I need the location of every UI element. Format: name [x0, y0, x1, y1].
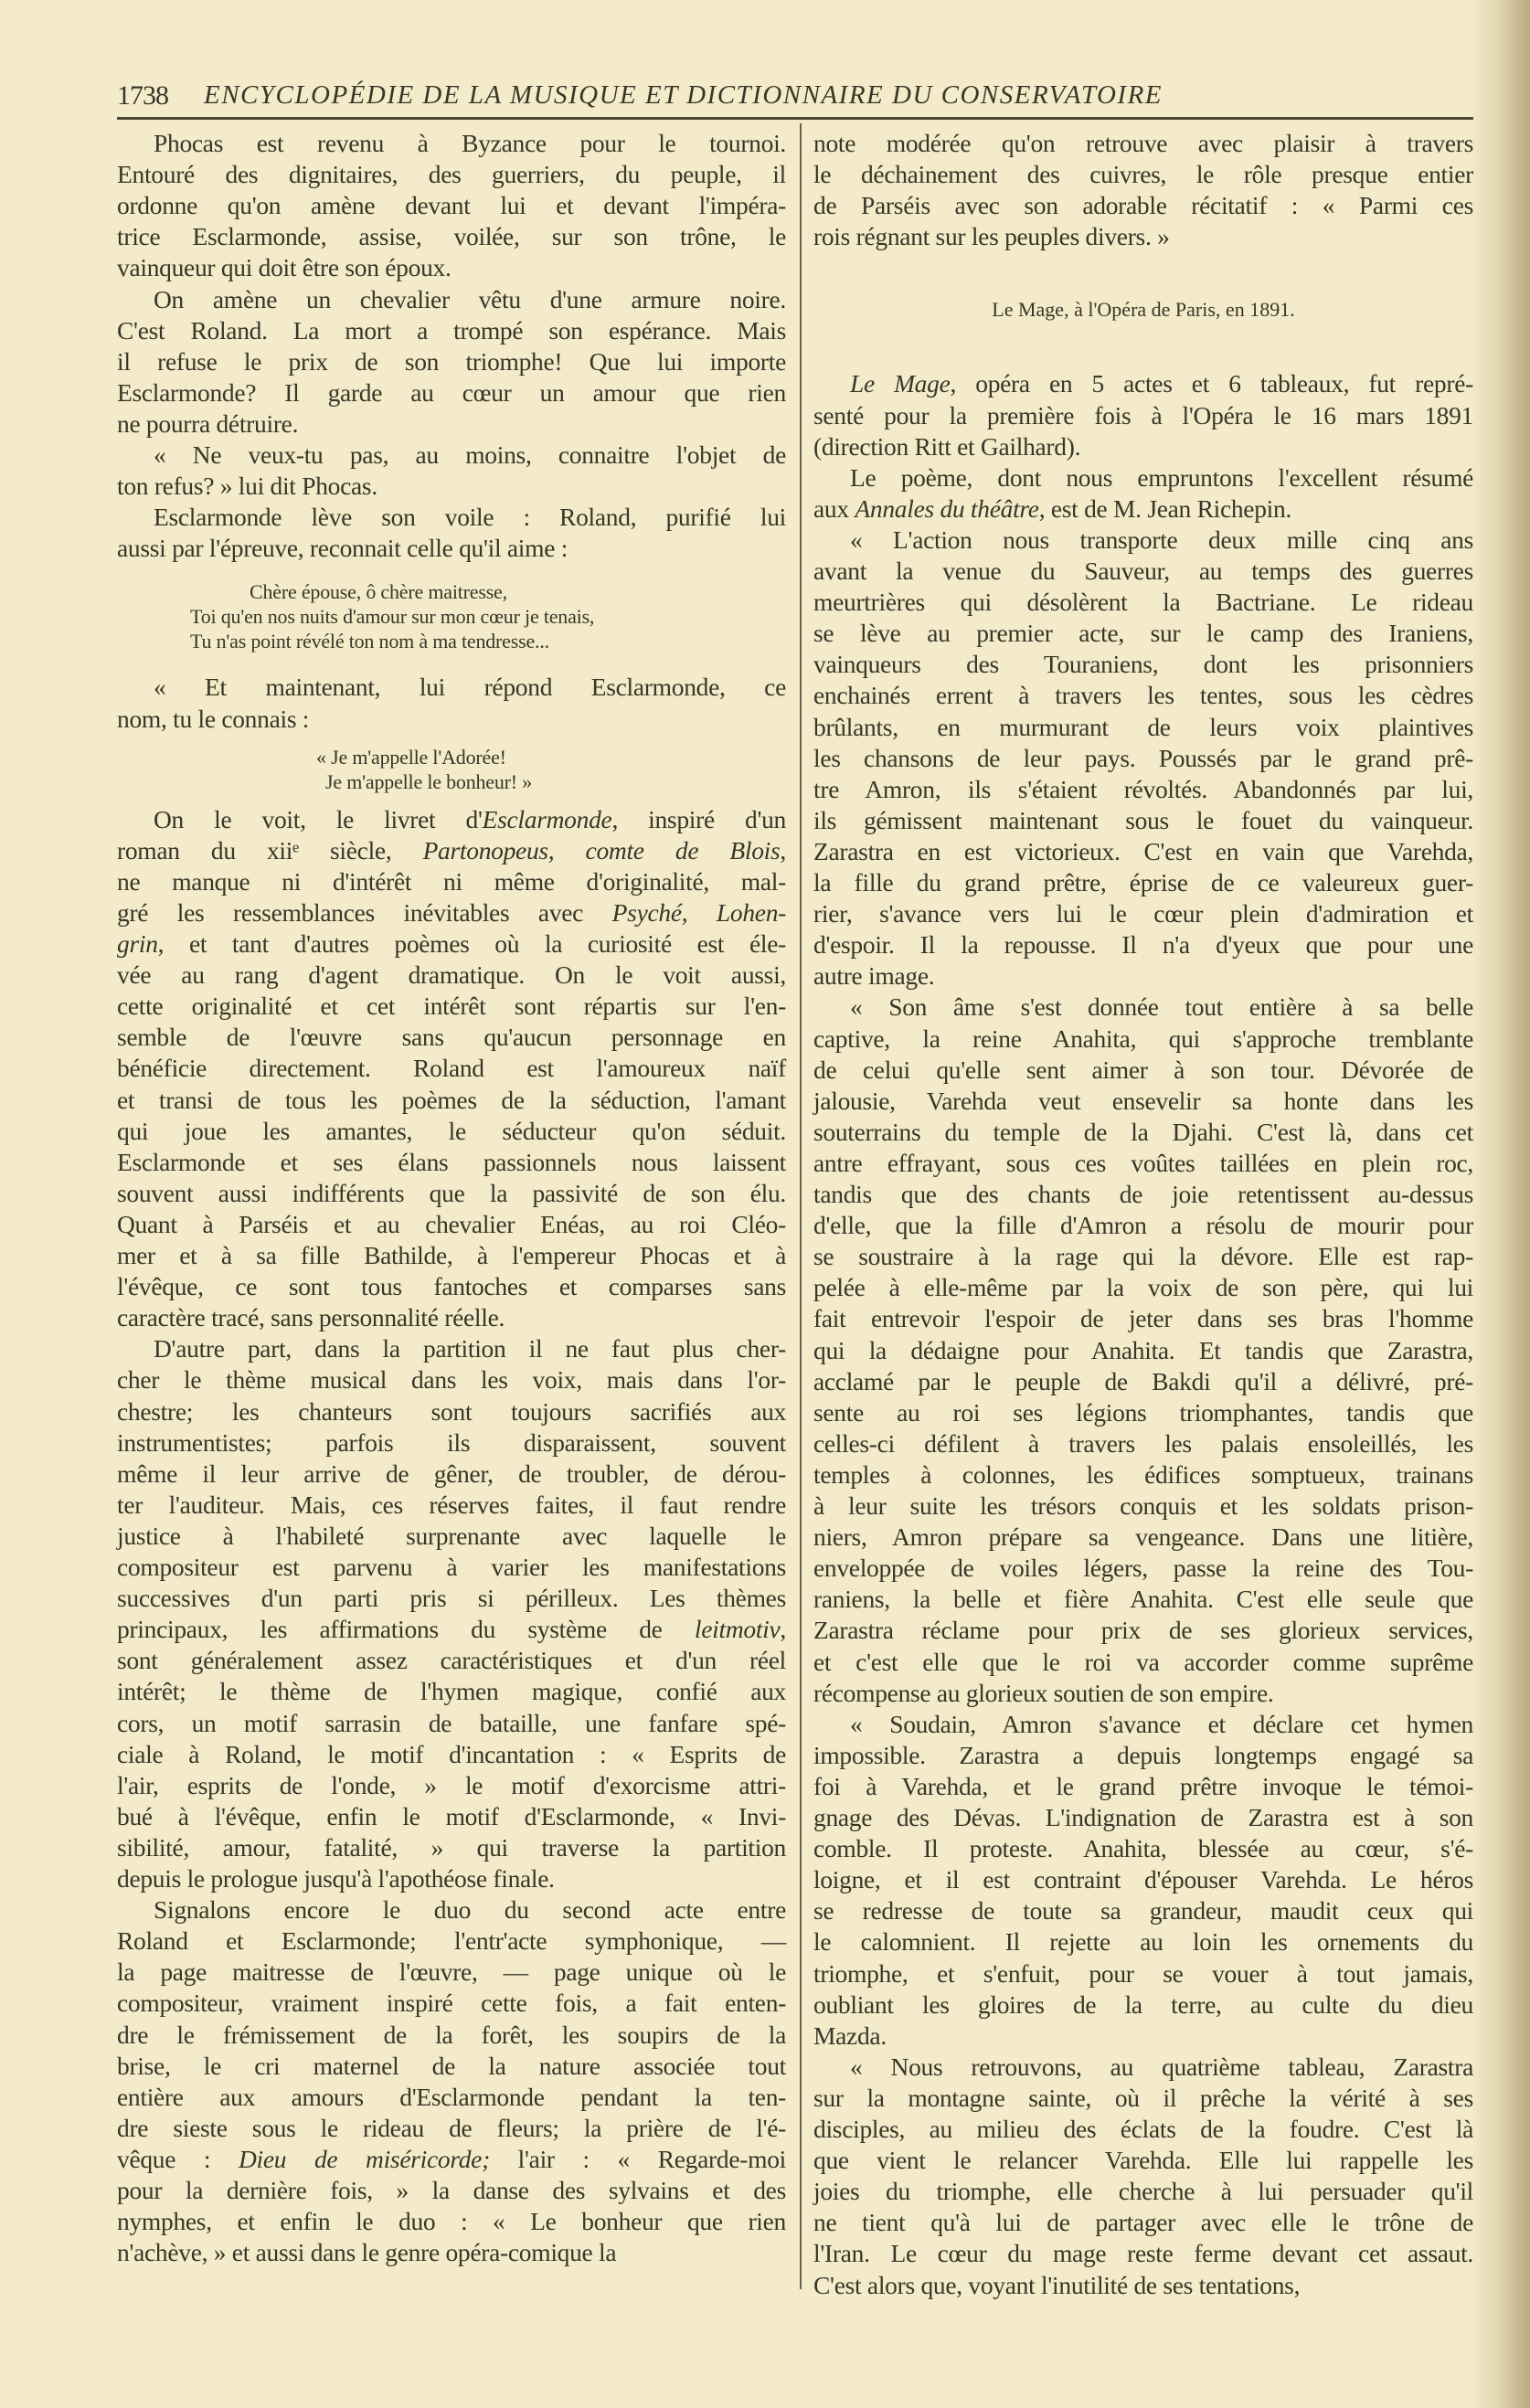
text-line — [813, 1771, 1473, 1802]
text-run: pelée à elle-même par la voix de son père, qui lui — [813, 1273, 1473, 1302]
text-line — [813, 1895, 1473, 1926]
text-line — [117, 1209, 786, 1240]
text-run: « Soudain, Amron s'avance et déclare cet hymen — [850, 1709, 1473, 1738]
text-run: justice à l'habileté surprenante avec laquelle le — [117, 1521, 786, 1550]
text-run: la page maitresse de l'œuvre, — page unique où le — [117, 1957, 786, 1987]
text-line — [813, 2270, 1473, 2301]
text-run: comble. Il proteste. Anahita, blessée au cœur, s'é- — [813, 1834, 1473, 1863]
text-line — [117, 1333, 786, 1364]
text-run: raniens, la belle et fière Anahita. C'est elle seule que — [813, 1585, 1473, 1614]
text-line — [813, 1335, 1473, 1366]
text-line — [117, 1552, 786, 1583]
text-run: , et tant d'autres poèmes où la curiosité est éle- — [157, 929, 786, 958]
text-run: enveloppée de voiles légers, passe la reine des Tou- — [813, 1554, 1473, 1583]
text-run: meurtrières qui désolèrent la Bactriane. Le rideau — [813, 588, 1473, 617]
text-line: rois régnant sur les peuples divers. » — [813, 222, 1170, 251]
text-run: qui la dédaigne pour Anahita. Et tandis que Zarastra, — [813, 1335, 1473, 1364]
text-run: tre Amron, ils s'étaient révoltés. Abandonnés par lui, — [813, 774, 1473, 803]
italic-title: Dieu de miséricorde; — [238, 2144, 490, 2173]
italic-title: grin — [117, 929, 158, 958]
italic-title: Partonopeus, comte de Blois — [422, 835, 781, 865]
text-line — [813, 1926, 1473, 1957]
text-line — [813, 898, 1473, 929]
text-line — [117, 1801, 786, 1832]
text-line — [813, 649, 1473, 680]
text-line — [117, 1583, 786, 1614]
text-run: l'évêque, ce sont tous fantoches et comparses sans — [117, 1272, 786, 1301]
text-run: sente au roi ses légions triomphantes, tandis que — [813, 1397, 1473, 1427]
verse-line: « Je m'appelle l'Adorée! — [316, 745, 506, 769]
text-run: de celui qu'elle sent aimer à son tour. Dévorée de — [813, 1055, 1473, 1084]
text-line: ton refus? » lui dit Phocas. — [117, 472, 377, 501]
text-run: Zarastra réclame pour prix de ses glorieux services, — [813, 1616, 1473, 1645]
text-run: avant la venue du Sauveur, au temps des guerres — [813, 557, 1473, 585]
text-run: chestre; les chanteurs sont toujours sacrifiés aux — [117, 1396, 786, 1426]
text-line — [813, 2052, 1473, 2083]
text-run: cors, un motif sarrasin de bataille, une fanfare spé- — [117, 1708, 786, 1737]
text-line — [117, 1116, 786, 1147]
text-line — [117, 1459, 786, 1490]
text-run: intérêt; le thème de l'hymen magique, confié aux — [117, 1677, 786, 1706]
text-line: ordonne qu'on amène devant lui et devant l'impéra- — [117, 191, 786, 220]
text-line — [117, 866, 786, 897]
text-run: ciale à Roland, le motif d'incantation : « Esprits de — [117, 1739, 786, 1768]
text-line — [117, 1614, 786, 1645]
text-run: souterrains du temple de la Djahi. C'est là, dans cet — [813, 1117, 1473, 1146]
text-line — [813, 1303, 1473, 1334]
text-run: ter l'auditeur. Mais, ces réserves faites, il faut rendre — [117, 1490, 786, 1519]
text-line — [117, 1957, 786, 1988]
text-line — [813, 1615, 1473, 1646]
page-number: 1738 — [117, 80, 168, 111]
text-run: le calomnient. Il rejette au loin les ornements du — [813, 1927, 1473, 1957]
text-line — [813, 431, 1473, 462]
text-line — [813, 1086, 1473, 1117]
text-line — [117, 2237, 786, 2268]
text-line: Phocas est revenu à Byzance pour le tournoi. — [154, 129, 786, 157]
text-run: n'achève, » et aussi dans le genre opéra-comique la — [117, 2238, 617, 2267]
text-line: aussi par l'épreuve, reconnait celle qu'il aime : — [117, 534, 568, 563]
text-line — [117, 2051, 786, 2082]
text-line — [117, 2144, 786, 2175]
italic-title: Le Mage — [850, 369, 951, 398]
header-rule — [117, 117, 1473, 120]
text-line — [813, 587, 1473, 618]
text-run: principaux, les affirmations du système de — [117, 1615, 695, 1644]
text-run: antre effrayant, sous ces voûtes taillées en plein roc, — [813, 1148, 1473, 1177]
text-run: tandis que des chants de joie retentissent au-dessus — [813, 1180, 1473, 1208]
text-line — [117, 1396, 786, 1427]
text-line — [813, 1024, 1473, 1055]
text-line — [813, 2145, 1473, 2176]
text-run: temples à colonnes, les édifices somptueux, trainans — [813, 1459, 1473, 1489]
text-run: disciples, au milieu des éclats de la foudre. C'est là — [813, 2115, 1473, 2143]
text-line — [117, 2113, 786, 2144]
text-line — [117, 1925, 786, 1957]
text-line — [813, 1678, 1473, 1709]
text-line — [813, 836, 1473, 867]
text-run: impossible. Zarastra a depuis longtemps engagé sa — [813, 1740, 1473, 1769]
text-line — [813, 1989, 1473, 2021]
text-run: , est de M. Jean Richepin. — [1038, 493, 1292, 523]
text-line — [813, 1179, 1473, 1210]
text-line — [117, 1645, 786, 1676]
text-line — [117, 1863, 786, 1894]
text-run: l'air, esprits de l'onde, » le motif d'exorcisme attri- — [117, 1770, 786, 1799]
text-line — [117, 928, 786, 960]
verse-line: Tu n'as point révélé ton nom à ma tendresse... — [190, 630, 549, 653]
text-line — [117, 1521, 786, 1552]
text-run: d'espoir. Il la repousse. Il n'a d'yeux que pour une — [813, 930, 1473, 960]
text-line — [813, 1055, 1473, 1086]
text-run: ne manque ni d'intérêt ni même d'originalité, mal- — [117, 866, 786, 896]
text-line — [813, 525, 1473, 556]
text-line — [813, 2176, 1473, 2207]
text-line — [813, 1366, 1473, 1397]
text-line — [117, 1302, 786, 1333]
text-line: C'est Roland. La mort a trompé son espérance. Mais — [117, 315, 786, 345]
text-run: , — [780, 1615, 786, 1644]
text-run: souvent aussi indifférents que la passivité de son élu. — [117, 1178, 786, 1207]
text-run: jalousie, Varehda veut ensevelir sa honte dans les — [813, 1086, 1473, 1115]
text-run: sur la montagne sainte, où il prêche la vérité à ses — [813, 2083, 1473, 2112]
text-line — [813, 618, 1473, 649]
text-line — [813, 1522, 1473, 1553]
text-run: vée au rang d'agent dramatique. On le voit aussi, — [117, 960, 786, 990]
text-run: semble de l'œuvre sans qu'aucun personnage en — [117, 1023, 786, 1052]
text-run: oubliant les gloires de la terre, au culte du dieu — [813, 1989, 1473, 2019]
text-line — [813, 1647, 1473, 1678]
text-line — [117, 2082, 786, 2113]
text-run: se soustraire à la rage qui la dévore. Elle est rap- — [813, 1242, 1473, 1271]
text-line — [813, 556, 1473, 587]
italic-title: Annales du théâtre — [855, 493, 1039, 523]
text-run: autre image. — [813, 961, 935, 991]
text-run: , — [780, 835, 786, 865]
text-line — [117, 1770, 786, 1801]
text-line — [813, 2207, 1473, 2238]
text-run: fait entrevoir l'espoir de jeter dans ses bras l'homme — [813, 1304, 1473, 1333]
text-line — [813, 1740, 1473, 1771]
text-line — [117, 2175, 786, 2206]
running-header — [117, 80, 1474, 117]
text-line — [813, 400, 1473, 431]
text-line — [117, 1676, 786, 1707]
text-run: roman du xiiᵉ siècle, — [117, 835, 423, 865]
text-run: acclamé par le peuple de Bakdi qu'il a délivré, pré- — [813, 1366, 1473, 1395]
text-run: cette originalité et cet intérêt sont répartis sur l'en- — [117, 992, 786, 1021]
text-run: se lève au premier acte, sur le camp des Iraniens, — [813, 619, 1473, 648]
text-run: et transi de tous les poèmes de la séduction, l'amant — [117, 1085, 786, 1114]
text-run: caractère tracé, sans personnalité réelle. — [117, 1303, 505, 1332]
text-run: même il leur arrive de gêner, de troubler, de dérou- — [117, 1459, 786, 1488]
text-line — [117, 1085, 786, 1116]
text-line — [117, 1022, 786, 1053]
text-line — [813, 1117, 1473, 1148]
text-line — [813, 805, 1473, 836]
text-run: compositeur, vraiment inspiré cette fois, a fait enten- — [117, 1989, 786, 2018]
text-line — [117, 2206, 786, 2237]
text-run: « L'action nous transporte deux mille cinq ans — [850, 525, 1473, 554]
text-line: de Parséis avec son adorable récitatif : « Parmi ces — [813, 191, 1473, 220]
illustration-caption: Le Mage, à l'Opéra de Paris, en 1891. — [992, 298, 1295, 322]
text-run: qui joue les amantes, le séducteur qu'on séduit. — [117, 1116, 786, 1145]
text-line — [813, 493, 1473, 525]
text-line: « Et maintenant, lui répond Esclarmonde, ce — [154, 673, 786, 702]
text-line — [813, 2021, 1473, 2052]
text-run: vainqueurs des Touraniens, dont les prisonniers — [813, 650, 1473, 679]
text-line — [813, 2114, 1473, 2145]
text-run: captive, la reine Anahita, qui s'approche tremblante — [813, 1024, 1473, 1053]
text-run: joies du triomphe, elle cherche à lui persuader qu'il — [813, 2177, 1473, 2206]
text-run: la fille du grand prêtre, éprise de ce valeureux guer- — [813, 868, 1473, 896]
text-line — [813, 1958, 1473, 1989]
text-run: pour la dernière fois, » la danse des sylvains et des — [117, 2176, 786, 2204]
text-line — [813, 1459, 1473, 1490]
text-run: Signalons encore le duo du second acte entre — [154, 1895, 786, 1925]
text-run: bénéficie directement. Roland est l'amoureux naïf — [117, 1054, 786, 1083]
text-run: cher le thème musical dans les voix, mais dans l'or- — [117, 1365, 786, 1395]
text-line — [813, 2238, 1473, 2269]
text-run: compositeur est parvenu à varier les manifestations — [117, 1553, 786, 1581]
text-line: Entouré des dignitaires, des guerriers, du peuple, il — [117, 160, 786, 189]
text-line — [813, 462, 1473, 493]
text-line — [813, 1584, 1473, 1615]
text-line — [117, 991, 786, 1022]
text-line — [117, 1240, 786, 1271]
text-line — [117, 1053, 786, 1084]
text-line: On amène un chevalier vêtu d'une armure noire. — [154, 284, 786, 313]
text-line — [813, 1397, 1473, 1428]
text-run: depuis le prologue jusqu'à l'apothéose finale. — [117, 1864, 555, 1893]
text-run: sont généralement assez caractéristiques et d'un réel — [117, 1646, 786, 1675]
text-line — [813, 368, 1473, 399]
text-line — [117, 1988, 786, 2019]
text-run: vêque : — [117, 2144, 239, 2173]
text-run: nymphes, et enfin le duo : « Le bonheur que rien — [117, 2207, 786, 2236]
text-line — [813, 1553, 1473, 1584]
text-run: , opéra en 5 actes et 6 tableaux, fut repré- — [950, 369, 1474, 398]
text-run: se redresse de toute sa grandeur, maudit ceux qui — [813, 1896, 1473, 1925]
text-run: C'est alors que, voyant l'inutilité de ses tentations, — [813, 2270, 1301, 2299]
text-line — [813, 712, 1473, 743]
verse-line: Je m'appelle le bonheur! » — [325, 769, 533, 793]
text-line — [117, 1490, 786, 1521]
text-line — [117, 1178, 786, 1209]
italic-title: Psyché, Lohen- — [611, 897, 786, 927]
text-line — [813, 1210, 1473, 1241]
text-run: Zarastra en est victorieux. C'est en vain que Varehda, — [813, 836, 1473, 865]
text-run: mer et à sa fille Bathilde, à l'empereur Phocas et à — [117, 1241, 786, 1269]
text-run: « Son âme s'est donnée tout entière à sa belle — [850, 992, 1473, 1022]
text-run: (direction Ritt et Gailhard). — [813, 431, 1081, 461]
text-line — [117, 960, 786, 991]
verse-line: Toi qu'en nos nuits d'amour sur mon cœur je tenais, — [190, 605, 595, 629]
text-run: loigne, et il est contraint d'épouser Varehda. Le héros — [813, 1865, 1473, 1894]
text-run: d'elle, que la fille d'Amron a résolu de mourir pour — [813, 1211, 1473, 1240]
running-title: ENCYCLOPÉDIE DE LA MUSIQUE ET DICTIONNAIRE DU CONSERVATOIRE — [204, 80, 1163, 110]
text-line: nom, tu le connais : — [117, 704, 310, 733]
text-line — [117, 1364, 786, 1395]
text-line — [117, 897, 786, 928]
text-line: Esclarmonde? Il garde au cœur un amour que rien — [117, 377, 786, 407]
text-run: « Nous retrouvons, au quatrième tableau, Zarastra — [850, 2052, 1473, 2081]
text-run: Roland et Esclarmonde; l'entr'acte symphonique, — — [117, 1926, 786, 1956]
text-line — [813, 1272, 1473, 1303]
text-run: Quant à Parséis et au chevalier Enéas, au roi Cléo- — [117, 1209, 786, 1238]
italic-title: Esclarmonde — [482, 804, 612, 833]
text-run: brûlants, en murmurant de leurs voix plaintives — [813, 712, 1473, 741]
text-run: D'autre part, dans la partition il ne faut plus cher- — [154, 1334, 786, 1363]
text-run: niers, Amron prépare sa vengeance. Dans une litière, — [813, 1522, 1473, 1552]
column-divider — [800, 123, 802, 2289]
text-line — [813, 992, 1473, 1023]
text-run: On le voit, le livret d' — [154, 804, 483, 833]
text-run: gré les ressemblances inévitables avec — [117, 897, 612, 927]
text-run: l'air : « Regarde-moi — [489, 2144, 786, 2173]
text-line: note modérée qu'on retrouve avec plaisir à travers — [813, 129, 1473, 157]
text-run: à leur suite les trésors conquis et les soldats prison- — [813, 1491, 1473, 1520]
text-line: le déchainement des cuivres, le rôle presque entier — [813, 160, 1473, 189]
italic-title: leitmotiv — [694, 1615, 781, 1644]
text-run: dre sieste sous le rideau de fleurs; la prière de l'é- — [117, 2113, 786, 2142]
text-line: vainqueur qui doit être son époux. — [117, 253, 452, 282]
text-line — [813, 1802, 1473, 1833]
text-run: ne tient qu'à lui de partager avec elle le trône de — [813, 2208, 1473, 2237]
text-line — [117, 1832, 786, 1863]
text-run: entière aux amours d'Esclarmonde pendant la ten- — [117, 2082, 786, 2111]
text-line — [813, 1864, 1473, 1895]
text-line — [117, 1427, 786, 1459]
text-line — [813, 774, 1473, 805]
text-line — [813, 929, 1473, 960]
text-run: , inspiré d'un — [611, 804, 787, 833]
text-line — [117, 1147, 786, 1178]
text-run: enchainés errent à travers les tentes, sous les cèdres — [813, 681, 1473, 710]
text-run: Mazda. — [813, 2021, 887, 2050]
text-line — [117, 835, 786, 866]
text-run: Esclarmonde et ses élans passionnels nous laissent — [117, 1147, 786, 1176]
text-line — [813, 867, 1473, 898]
text-run: récompense au glorieux soutien de son empire. — [813, 1678, 1274, 1707]
text-run: et c'est elle que le roi va accorder comme suprême — [813, 1647, 1473, 1676]
text-run: triomphe, et s'enfuit, pour se vouer à tout jamais, — [813, 1958, 1473, 1988]
text-line: trice Esclarmonde, assise, voilée, sur son trône, le — [117, 222, 786, 251]
text-run: l'Iran. Le cœur du mage reste ferme devant cet assaut. — [813, 2239, 1473, 2268]
text-run: brise, le cri maternel de la nature associée tout — [117, 2051, 786, 2080]
text-run: foi à Varehda, et le grand prêtre invoque le témoi- — [813, 1771, 1473, 1800]
text-run: Le poème, dont nous empruntons l'excellent résumé — [850, 462, 1473, 492]
verse-line: Chère épouse, ô chère maitresse, — [250, 580, 507, 604]
text-line — [813, 1490, 1473, 1522]
text-line — [117, 804, 786, 835]
text-line: il refuse le prix de son triomphe! Que lui importe — [117, 346, 786, 376]
text-run: bué à l'évêque, enfin le motif d'Esclarmonde, « Invi- — [117, 1801, 786, 1830]
text-line — [813, 743, 1473, 774]
text-line: « Ne veux-tu pas, au moins, connaitre l'objet de — [154, 440, 786, 469]
text-run: ils gémissent maintenant sous le fouet du vainqueur. — [813, 805, 1473, 834]
text-line — [117, 1708, 786, 1739]
text-line: Esclarmonde lève son voile : Roland, purifié lui — [154, 503, 786, 532]
text-line — [117, 1271, 786, 1302]
text-line — [117, 2020, 786, 2051]
text-line — [117, 1739, 786, 1770]
text-run: sibilité, amour, fatalité, » qui traverse la partition — [117, 1832, 786, 1862]
text-run: senté pour la première fois à l'Opéra le 16 mars 1891 — [813, 400, 1473, 430]
text-line — [813, 1148, 1473, 1179]
text-run: dre le frémissement de la forêt, les soupirs de la — [117, 2020, 786, 2049]
text-line — [813, 1833, 1473, 1864]
text-line — [813, 2083, 1473, 2114]
text-line — [813, 1428, 1473, 1459]
text-line — [813, 1709, 1473, 1740]
text-line — [813, 1241, 1473, 1272]
text-line: ne pourra détruire. — [117, 408, 299, 438]
text-run: rier, s'avance vers lui le cœur plein d'admiration et — [813, 899, 1473, 928]
text-line — [813, 960, 1473, 992]
text-run: successives d'un parti pris si périlleux. Les thèmes — [117, 1584, 786, 1613]
text-run: instrumentistes; parfois ils disparaissent, souvent — [117, 1427, 786, 1457]
text-line — [117, 1894, 786, 1925]
text-line — [813, 680, 1473, 711]
text-run: gnage des Dévas. L'indignation de Zarastra est à son — [813, 1803, 1473, 1831]
text-run: celles-ci défilent à travers les palais ensoleillés, les — [813, 1428, 1473, 1458]
text-run: les chansons de leur pays. Poussés par le grand prê- — [813, 743, 1473, 772]
text-run: aux — [813, 493, 855, 523]
text-run: que vient le relancer Varehda. Elle lui rappelle les — [813, 2146, 1473, 2175]
